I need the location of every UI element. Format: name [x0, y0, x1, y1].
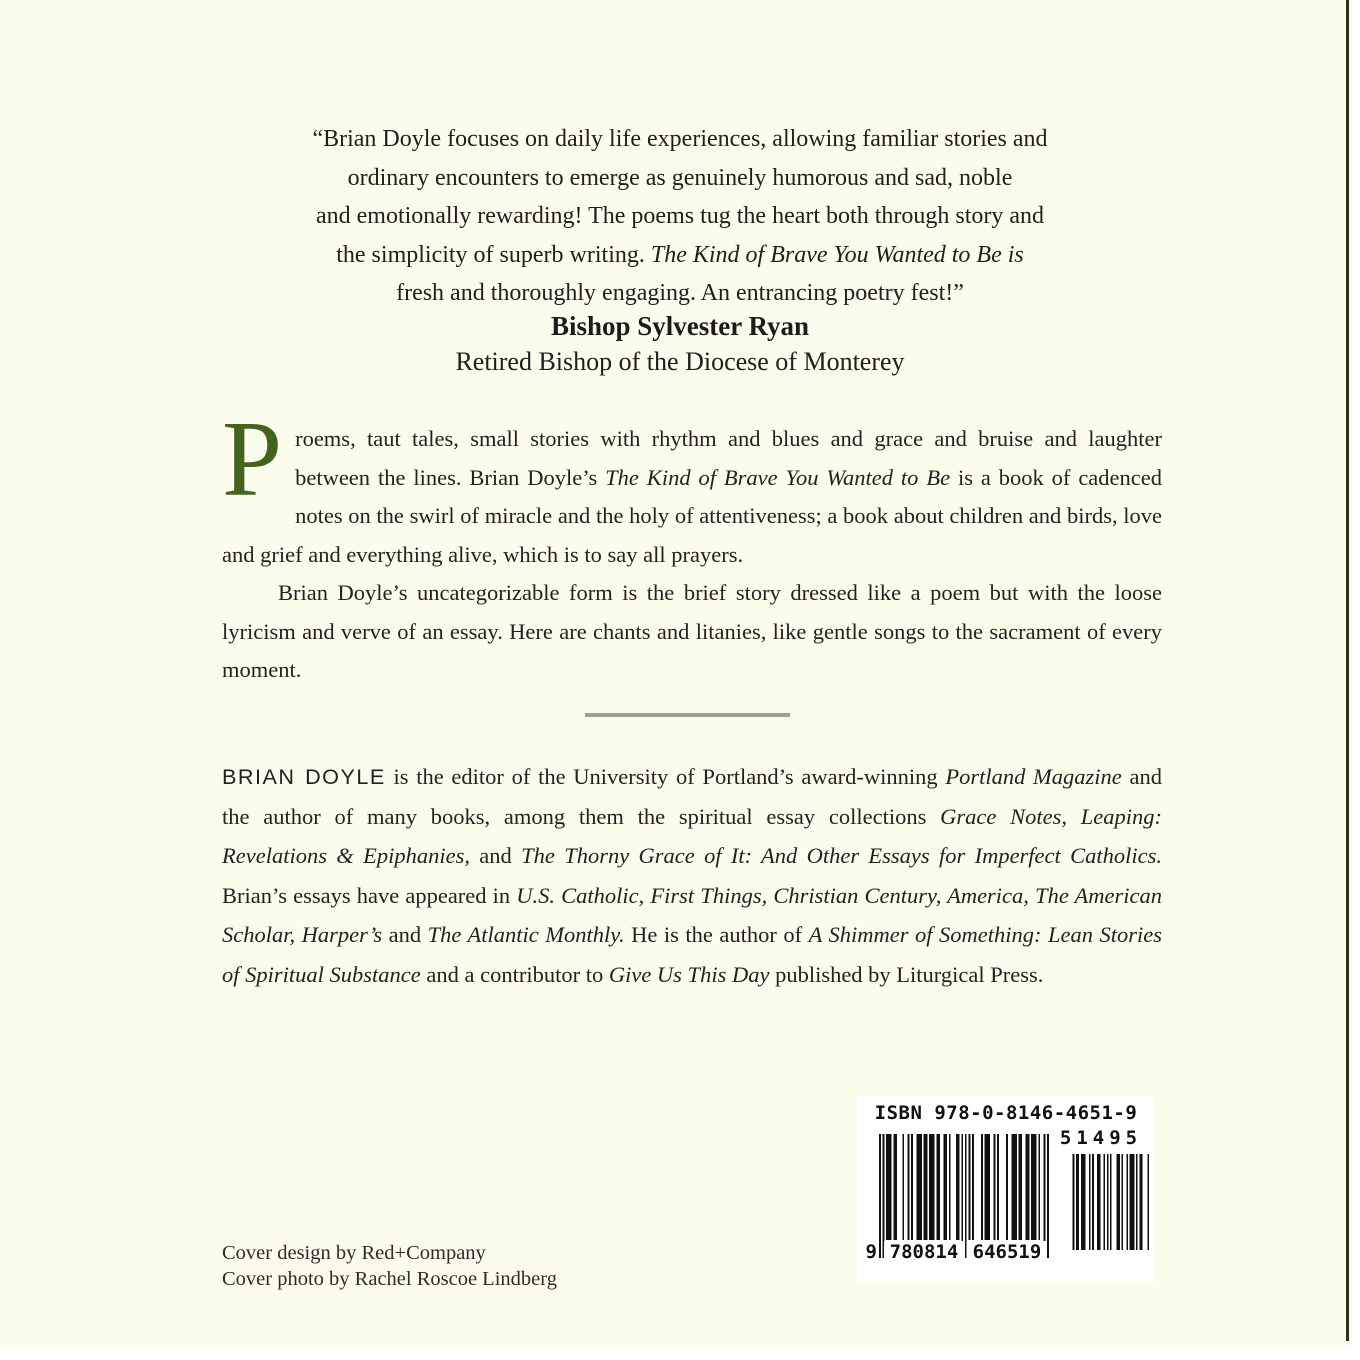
credit-photo: Cover photo by Rachel Roscoe Lindberg [222, 1268, 557, 1290]
drop-cap-letter: P [222, 400, 283, 519]
quote-attribution-name: Bishop Sylvester Ryan [550, 311, 810, 341]
price-code: 51495 [1059, 1127, 1143, 1149]
description-paragraph-2: Brian Doyle’s uncategorizable form is the brief story dressed like a poem but with the loose lyricism and verve of an essay. Here are chants and litanies, like gentle songs to the sacrament of every moment. [222, 580, 1162, 682]
ean13-barcode [879, 1134, 1049, 1258]
quote-attribution-title: Retired Bishop of the Diocese of Monterey [455, 347, 905, 376]
barcode-digit-leading: 9 [865, 1241, 877, 1263]
cover-edge-line [1346, 0, 1349, 1341]
book-description [222, 400, 1162, 690]
price-addon-barcode [1071, 1154, 1149, 1250]
barcode-panel [857, 1096, 1155, 1281]
author-bio: BRIAN DOYLE is the editor of the University of Portland’s award-winning Portland Magazine and the author of many books, among them the spiritual essay collections Grace Notes, Leaping: Revelations & Epiphanies, and The Thorny Grace of It: And Other Essays for Imperfect Catholics. Brian’s essays have appeared in U.S. Catholic, First Things, Christian Century, America, The American Scholar, Harper’s and The Atlantic Monthly. He is the author of A Shimmer of Something: Lean Stories of Spiritual Substance and a contributor to Give Us This Day published by Liturgical Press. [222, 764, 1162, 987]
barcode-digit-group2: 646519 [967, 1241, 1047, 1263]
barcode-digit-group1: 780814 [884, 1241, 964, 1263]
section-divider [585, 713, 790, 717]
cover-credits [222, 1240, 557, 1292]
credit-design: Cover design by Red+Company [222, 1242, 486, 1264]
description-paragraph-1: Proems, taut tales, small stories with rhythm and blues and grace and bruise and laughter between the lines. Brian Doyle’s The Kind of Brave You Wanted to Be is a book of cadenced notes on the swirl of miracle and the holy of attentiveness; a book about children and birds, love and grief and everything alive, which is to say all prayers. [222, 400, 1162, 567]
isbn-number: ISBN 978-0-8146-4651-9 [874, 1102, 1138, 1124]
endorsement-quote: “Brian Doyle focuses on daily life experiences, allowing familiar stories and ordinary encounters to emerge as genuinely humorous and sad, noble and emotionally rewarding! The poems tug the heart both through story and the simplicity of superb writing. The Kind of Brave You Wanted to Be is fresh and thoroughly engaging. An entrancing poetry fest!” [312, 126, 1048, 306]
